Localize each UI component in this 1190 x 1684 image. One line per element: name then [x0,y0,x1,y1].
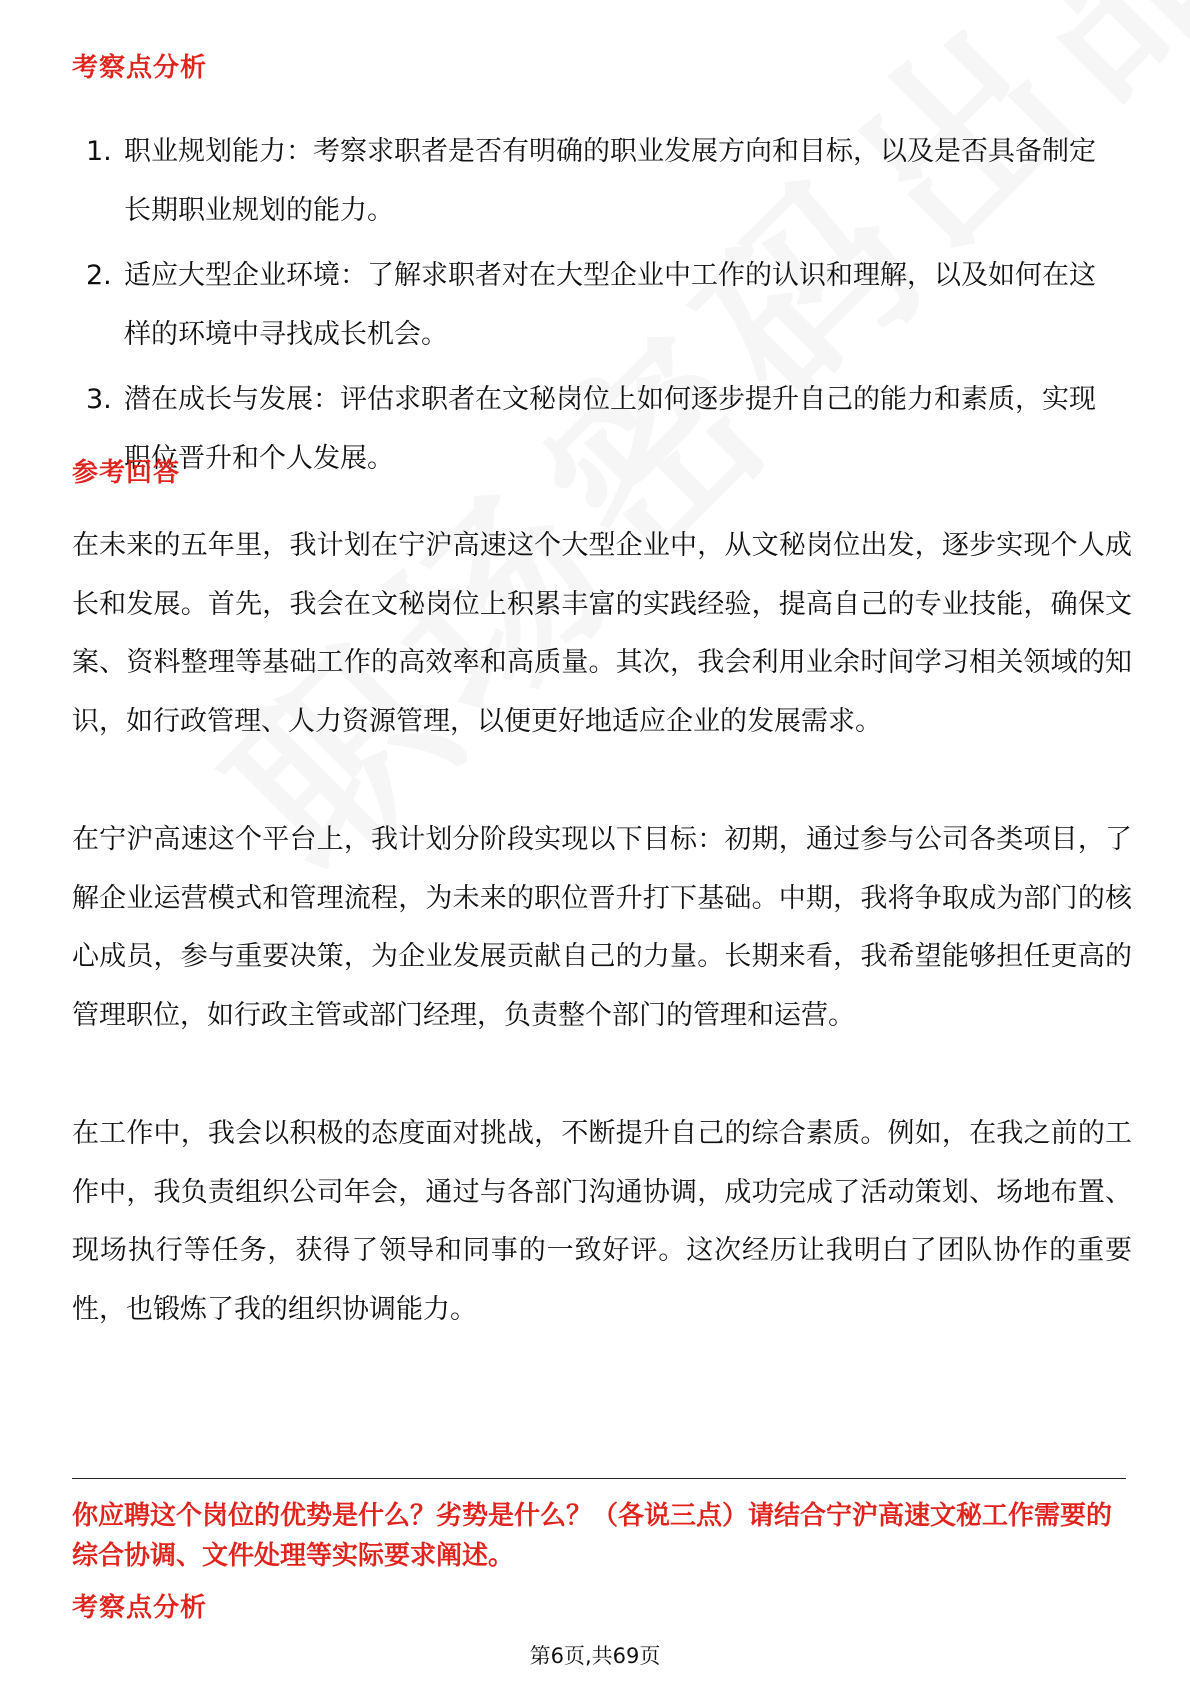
answer-paragraph: 在宁沪高速这个平台上，我计划分阶段实现以下目标：初期，通过参与公司各类项目，了解企业运营模式和管理流程，为未来的职位晋升打下基础。中期，我将争取成为部门的核心成员，参与重要决策，为企业发展贡献自己的力量。长期来看，我希望能够担任更高的管理职位，如行政主管或部门经理，负责整个部门的管理和运营。 [72,824,1132,1031]
list-item [72,122,1122,240]
page-number: 第6页,共69页 [529,1644,661,1668]
answer-paragraph: 在未来的五年里，我计划在宁沪高速这个大型企业中，从文秘岗位出发，逐步实现个人成长和发展。首先，我会在文秘岗位上积累丰富的实践经验，提高自己的专业技能，确保文案、资料整理等基础工作的高效率和高质量。其次，我会利用业余时间学习相关领域的知识，如行政管理、人力资源管理，以便更好地适应企业的发展需求。 [72,530,1132,737]
section-title-analysis: 考察点分析 [72,1593,208,1623]
list-item-text: 适应大型企业环境：了解求职者对在大型企业中工作的认识和理解，以及如何在这样的环境中寻找成长机会。 [124,260,1096,350]
section-title-reference-answer: 参考回答 [72,458,181,488]
section-title-analysis: 考察点分析 [72,53,208,83]
section-divider [72,1478,1126,1479]
list-item-text: 职业规划能力：考察求职者是否有明确的职业发展方向和目标，以及是否具备制定长期职业规划的能力。 [124,136,1096,226]
list-item-number: 1. [86,136,112,167]
list-item [72,370,1122,488]
next-question: 你应聘这个岗位的优势是什么？劣势是什么？（各说三点）请结合宁沪高速文秘工作需要的综合协调、文件处理等实际要求阐述。 [72,1501,1113,1571]
analysis-list [72,122,1122,494]
list-item-number: 3. [86,384,112,415]
list-item-text: 潜在成长与发展：评估求职者在文秘岗位上如何逐步提升自己的能力和素质，实现职位晋升和个人发展。 [124,384,1096,474]
list-item-number: 2. [86,260,112,291]
list-item [72,246,1122,364]
answer-paragraph: 在工作中，我会以积极的态度面对挑战，不断提升自己的综合素质。例如，在我之前的工作中，我负责组织公司年会，通过与各部门沟通协调，成功完成了活动策划、场地布置、现场执行等任务，获得了领导和同事的一致好评。这次经历让我明白了团队协作的重要性，也锻炼了我的组织协调能力。 [72,1118,1132,1325]
